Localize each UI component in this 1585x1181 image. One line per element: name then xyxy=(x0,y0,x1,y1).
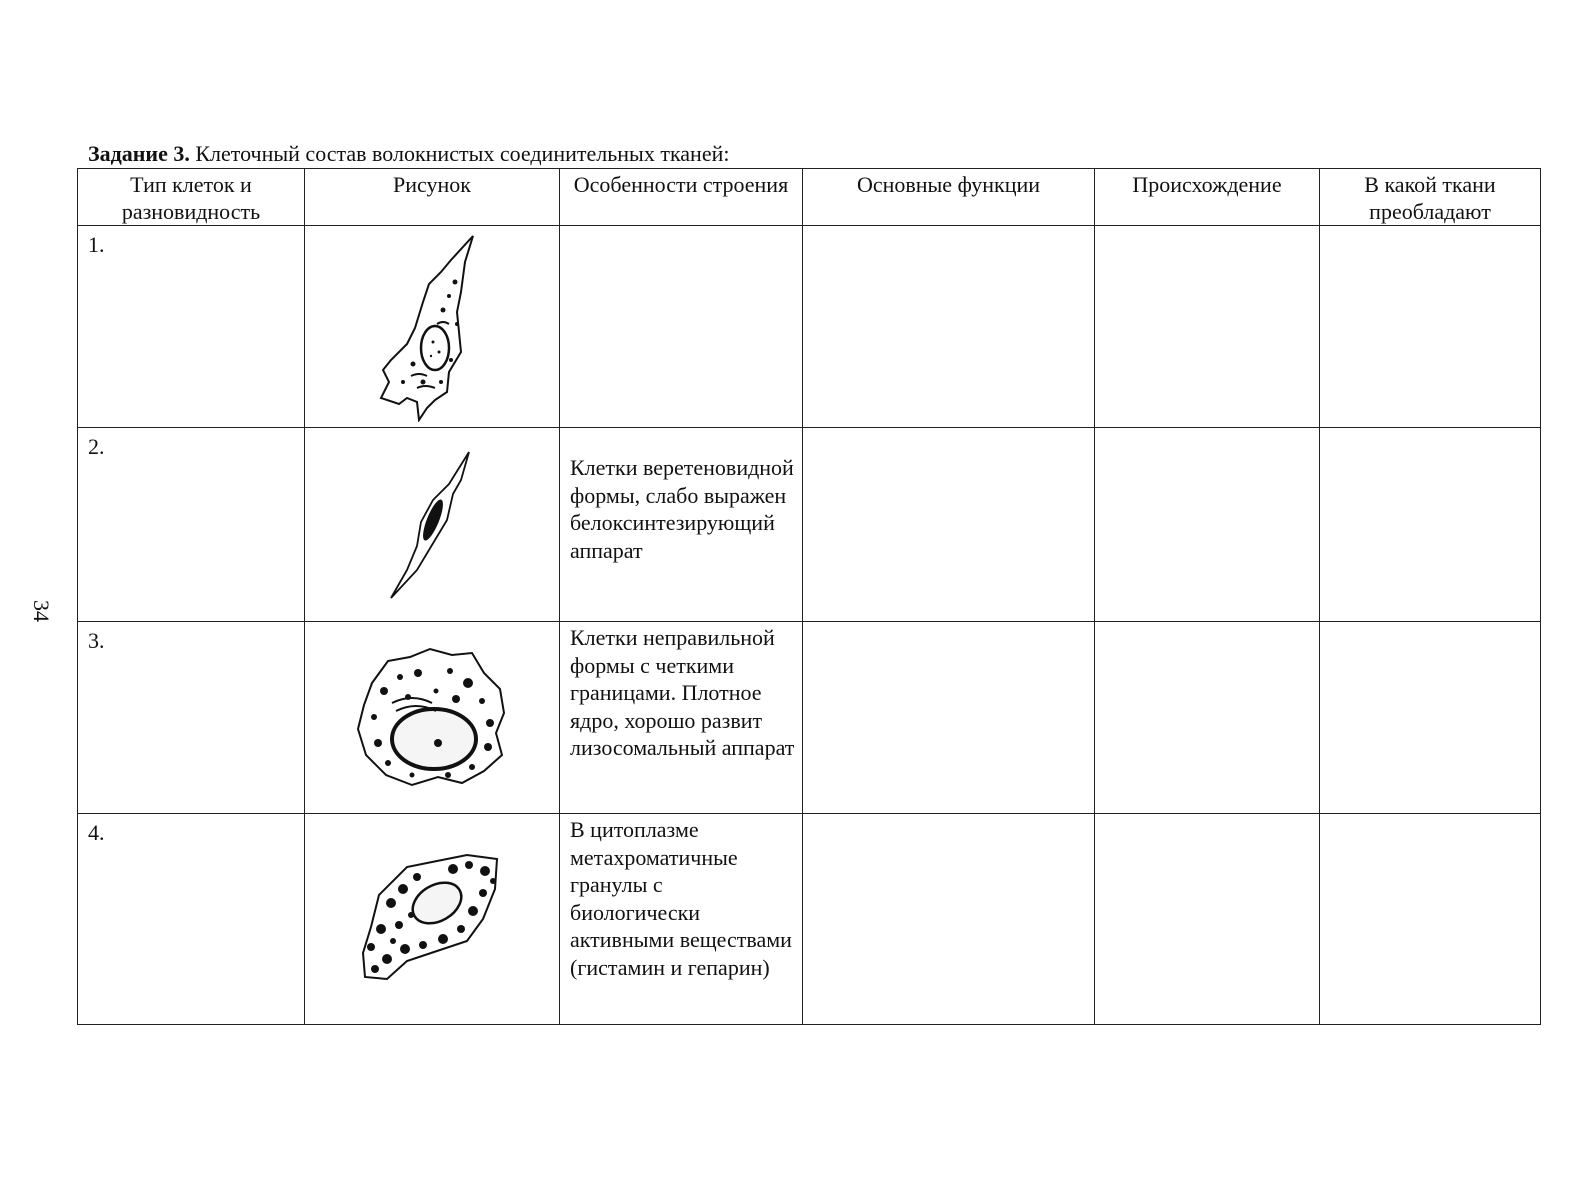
header-cell-type: Тип клеток и разновидность xyxy=(78,169,305,226)
cell-tissue[interactable] xyxy=(1320,428,1541,622)
cell-drawing xyxy=(305,428,560,622)
row-number: 4. xyxy=(88,820,105,845)
cell-type[interactable] xyxy=(78,428,305,622)
page-number: 34 xyxy=(29,600,54,622)
header-cell-origin: Происхождение xyxy=(1095,169,1320,226)
structure-text: Клетки веретеновидной формы, слабо выражен белоксинтезирующий аппарат xyxy=(570,455,794,563)
macrophage-drawing xyxy=(352,643,512,793)
row-number: 1. xyxy=(88,232,105,257)
cell-tissue[interactable] xyxy=(1320,622,1541,814)
cell-tissue[interactable] xyxy=(1320,226,1541,428)
table-row xyxy=(78,226,1541,428)
structure-text xyxy=(560,226,802,252)
fibroblast-drawing xyxy=(377,232,487,422)
task-title xyxy=(88,141,729,167)
header-row xyxy=(78,169,1541,226)
cell-functions[interactable] xyxy=(803,226,1095,428)
cell-origin[interactable] xyxy=(1095,226,1320,428)
cell-functions[interactable] xyxy=(803,814,1095,1025)
cell-structure[interactable] xyxy=(560,622,803,814)
structure-text: Клетки неправильной формы с четкими границами. Плотное ядро, хорошо развит лизосомальный аппарат xyxy=(570,625,795,760)
table-row xyxy=(78,428,1541,622)
table-row xyxy=(78,622,1541,814)
header-cell-tissue: В какой ткани преобладают xyxy=(1320,169,1541,226)
cell-functions[interactable] xyxy=(803,428,1095,622)
cell-origin[interactable] xyxy=(1095,622,1320,814)
task-text: Клеточный состав волокнистых соединительных тканей: xyxy=(195,141,730,166)
table-row xyxy=(78,814,1541,1025)
header-cell-structure: Особенности строения xyxy=(560,169,803,226)
cell-type[interactable] xyxy=(78,226,305,428)
cell-type[interactable] xyxy=(78,814,305,1025)
mast-cell-drawing xyxy=(357,849,507,989)
fibrocyte-drawing xyxy=(387,450,477,600)
cell-structure[interactable] xyxy=(560,226,803,428)
cell-drawing xyxy=(305,814,560,1025)
cell-tissue[interactable] xyxy=(1320,814,1541,1025)
row-number: 2. xyxy=(88,434,105,459)
structure-text: В цитоплазме метахроматичные гранулы с биологически активными веществами (гистамин и гепарин) xyxy=(570,817,792,980)
cell-origin[interactable] xyxy=(1095,428,1320,622)
header-cell-drawing: Рисунок xyxy=(305,169,560,226)
cell-structure[interactable] xyxy=(560,814,803,1025)
cell-drawing xyxy=(305,622,560,814)
cell-origin[interactable] xyxy=(1095,814,1320,1025)
row-number: 3. xyxy=(88,628,105,653)
cell-structure[interactable] xyxy=(560,428,803,622)
cell-drawing xyxy=(305,226,560,428)
cell-type[interactable] xyxy=(78,622,305,814)
cell-functions[interactable] xyxy=(803,622,1095,814)
task-label: Задание 3. xyxy=(88,141,190,166)
header-cell-functions: Основные функции xyxy=(803,169,1095,226)
cell-table xyxy=(77,168,1541,1025)
